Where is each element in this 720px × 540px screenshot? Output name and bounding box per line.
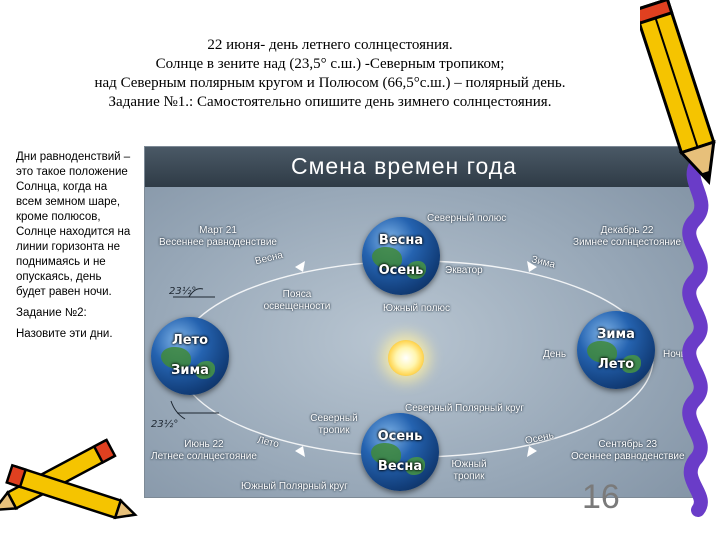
june-label: Июнь 22 Летнее солнцестояние [151, 439, 257, 462]
orbit-winter-label: Зима [530, 254, 557, 271]
pencil-decoration-icon [640, 0, 720, 540]
tropic-south-label: Южный тропик [451, 459, 487, 482]
pencils-decoration-icon [0, 432, 140, 532]
north-pole-label: Северный полюс [427, 213, 507, 224]
globe-bottom-upper-label: Осень [377, 429, 423, 444]
orbit-summer-label: Лето [256, 434, 280, 451]
task-2-text: Назовите эти дни. [16, 328, 113, 340]
globe-left-upper-label: Лето [171, 333, 209, 348]
heading-line-4: Задание №1.: Самостоятельно опишите день зимнего солнцестояния. [108, 94, 552, 110]
heading-line-3: над Северным полярным кругом и Полюсом (66,5°с.ш.) – полярный день. [94, 75, 566, 91]
equator-label: Экватор [445, 265, 483, 276]
diagram-title: Смена времен года [145, 147, 694, 187]
globe-right-lower-label: Лето [597, 357, 635, 372]
globe-top [362, 217, 440, 295]
globe-right-upper-label: Зима [597, 327, 635, 342]
night-label: Ночь [663, 349, 686, 360]
seasons-diagram [144, 146, 695, 498]
orbit-spring-label: Весна [253, 249, 285, 268]
globe-bottom-lower-label: Весна [377, 459, 423, 474]
december-label: Декабрь 22 Зимнее солнцестояние [573, 225, 682, 248]
slide-heading [10, 36, 650, 112]
task-2-title: Задание №2: [16, 307, 87, 319]
tilt-angle-upper: 23½° [169, 286, 197, 297]
orbit-autumn-label: Осень [524, 430, 555, 447]
globe-top-lower-label: Осень [378, 263, 424, 278]
day-label: День [543, 349, 567, 360]
tilt-angle-lower: 23½° [151, 419, 179, 430]
heading-line-2: Солнце в зените над (23,5° с.ш.) -Северным тропиком; [155, 56, 505, 72]
march-label: Март 21 Весеннее равноденствие [159, 225, 277, 248]
september-label: Сентябрь 23 Осеннее равноденствие [571, 439, 685, 462]
illumination-zones-label: Пояса освещенности [263, 289, 331, 312]
sun-icon [388, 340, 424, 376]
page-number: 16 [582, 478, 620, 516]
antarctic-circle-label: Южный Полярный круг [241, 481, 348, 492]
tropic-north-label: Северный тропик [310, 413, 358, 436]
globe-bottom [361, 413, 439, 491]
globe-top-upper-label: Весна [378, 233, 424, 248]
heading-line-1: 22 июня- день летнего солнцестояния. [207, 37, 453, 53]
south-pole-label: Южный полюс [383, 303, 450, 314]
side-text-block [16, 150, 134, 348]
globe-left [151, 317, 229, 395]
globe-left-lower-label: Зима [171, 363, 209, 378]
equinox-definition: Дни равноденствий – это такое положение Солнца, когда на всем земном шаре, кроме полюсов, Солнце находится на линии горизонта не поднимаясь и не опускаясь, день будет равен ночи. [16, 151, 131, 298]
arctic-circle-label: Северный Полярный круг [405, 403, 525, 414]
